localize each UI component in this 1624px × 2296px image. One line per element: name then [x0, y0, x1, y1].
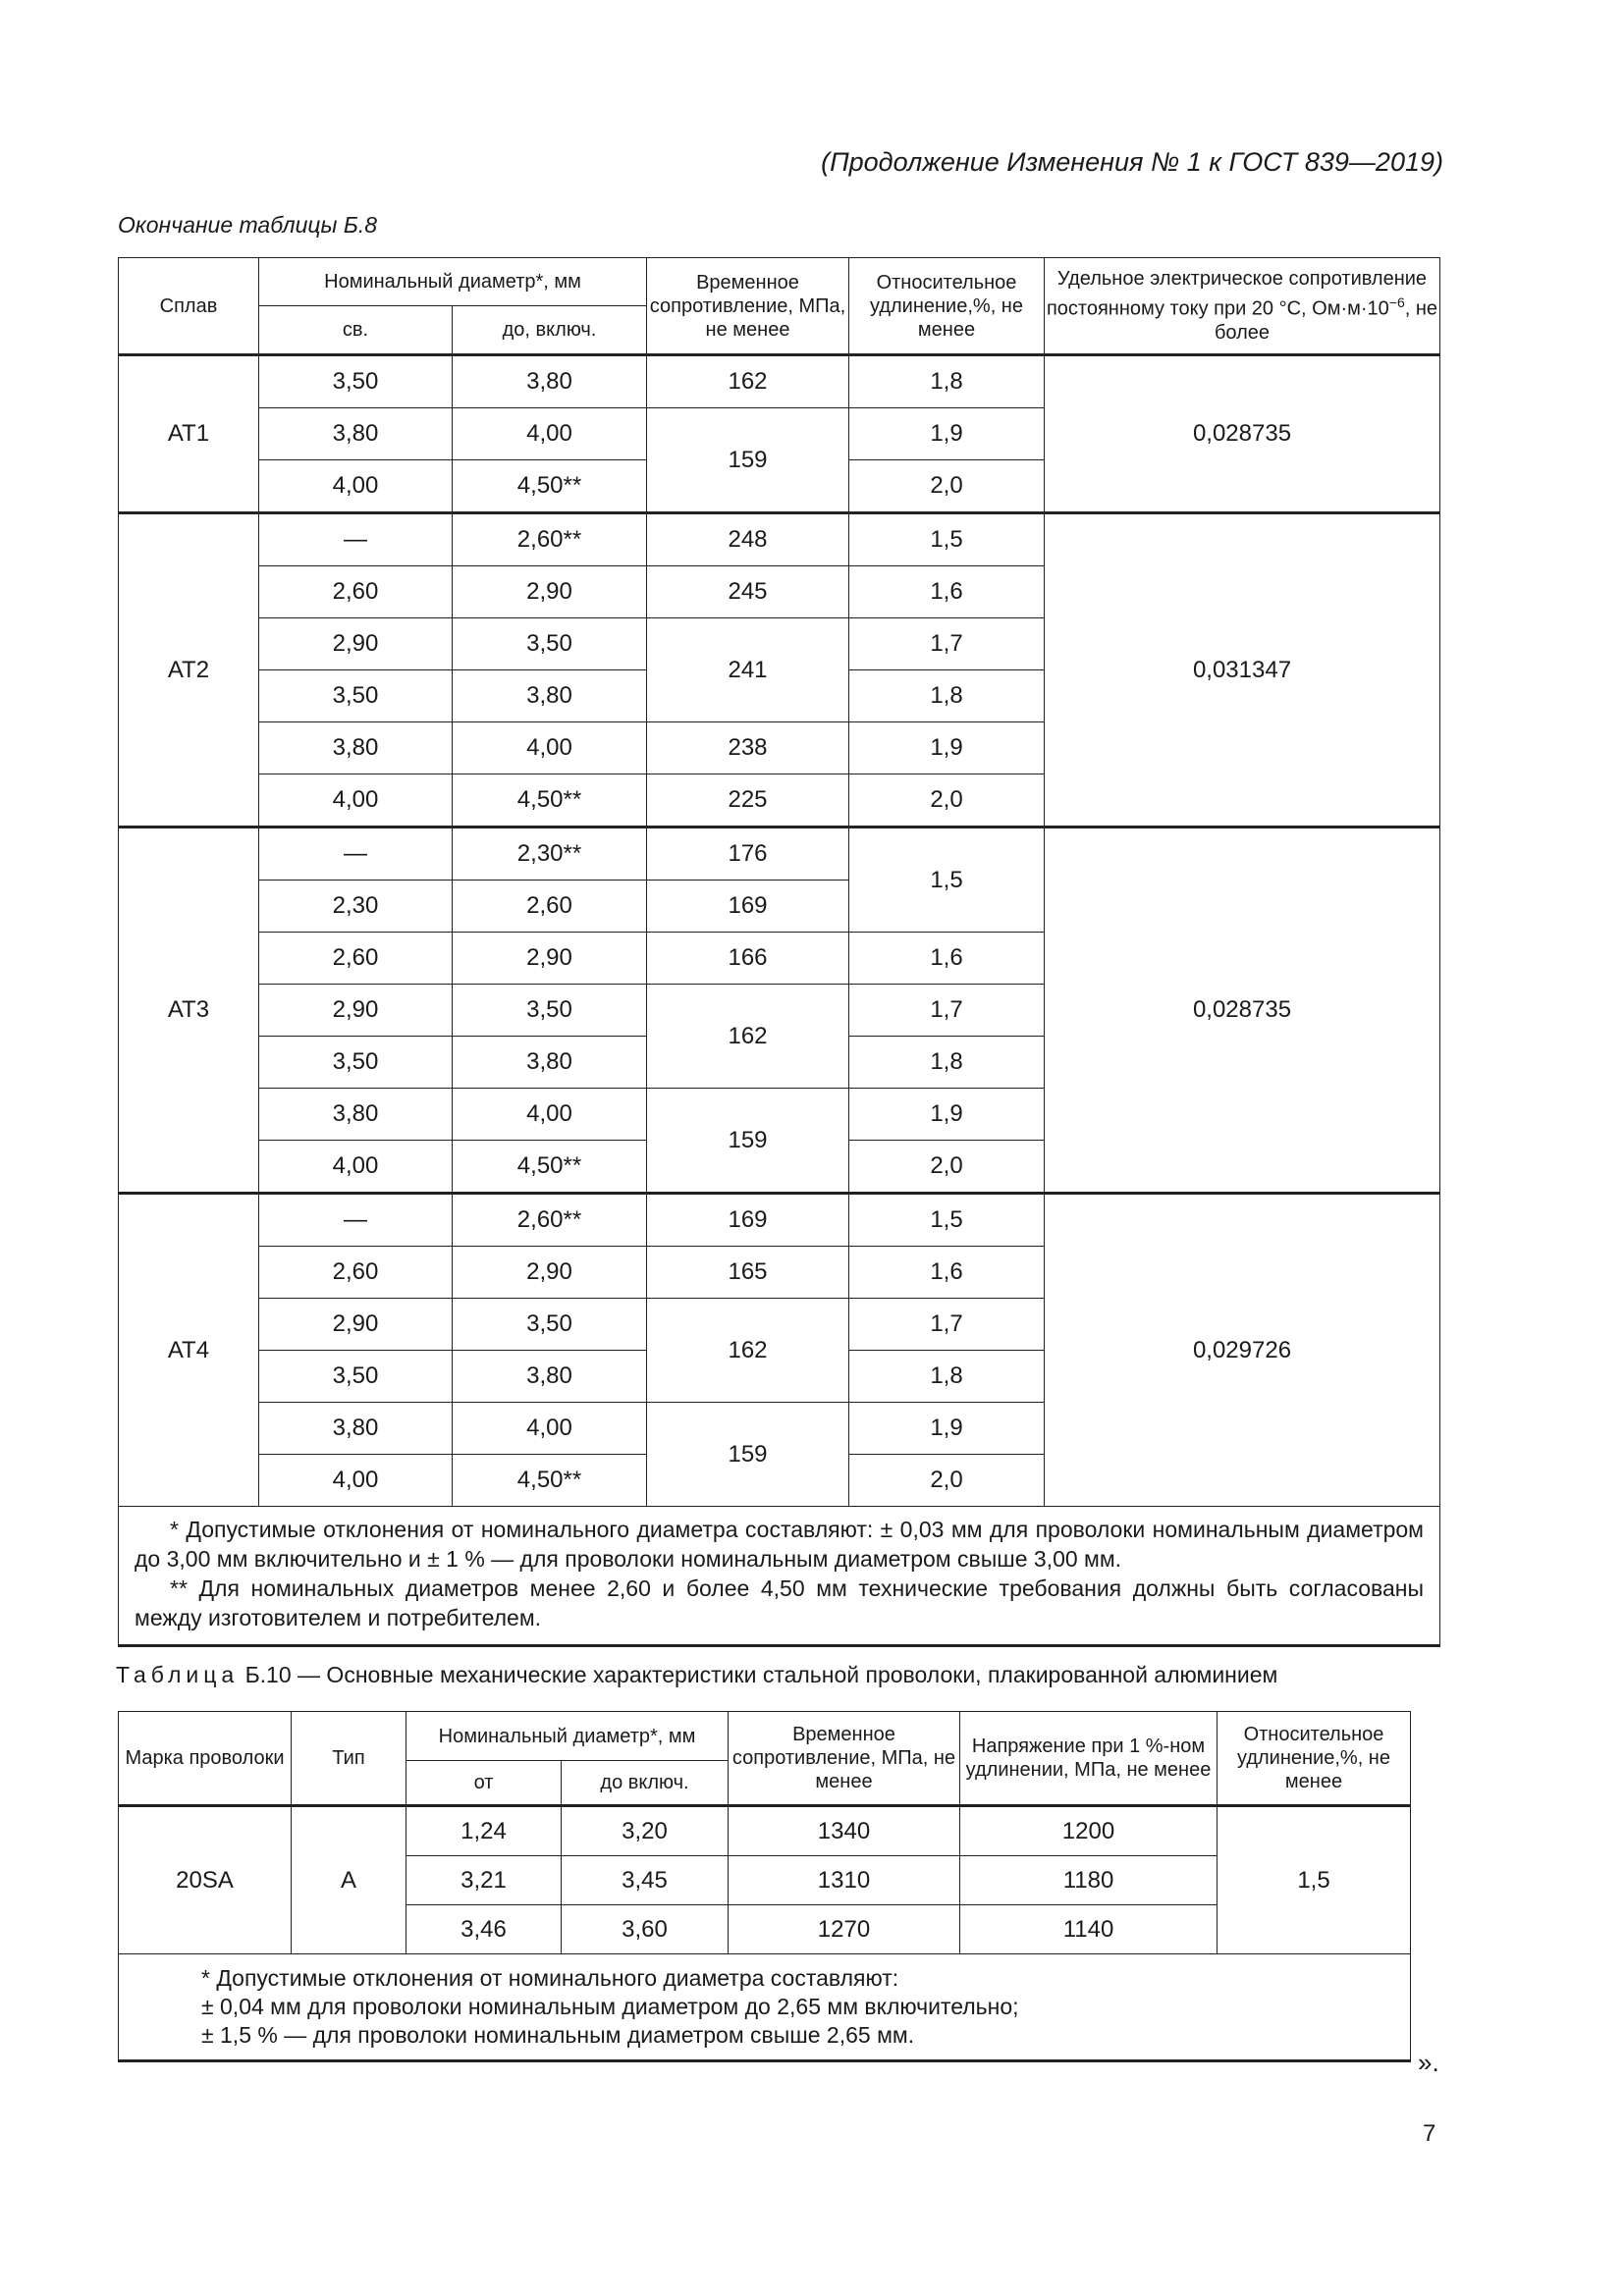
- table-row: [119, 513, 1440, 566]
- strength-cell: 159: [647, 408, 849, 513]
- elongation-cell: 1,7: [849, 618, 1045, 670]
- elongation-cell: 1,8: [849, 355, 1045, 408]
- elongation-cell: 1,5: [1218, 1806, 1411, 1954]
- table1-footnotes: [119, 1507, 1440, 1646]
- elongation-cell: 1,7: [849, 985, 1045, 1037]
- header-alloy: Сплав: [119, 258, 259, 355]
- to-cell: 3,80: [453, 1351, 647, 1403]
- header-resistivity: [1045, 258, 1440, 355]
- elongation-cell: 1,6: [849, 566, 1045, 618]
- header-grade: Марка проволоки: [119, 1712, 292, 1806]
- table-b8: [118, 257, 1440, 1647]
- strength-cell: 162: [647, 355, 849, 408]
- from-cell: 4,00: [259, 1455, 453, 1507]
- from-cell: 4,00: [259, 1141, 453, 1194]
- header-elongation: Относительное удлинение,%, не менее: [1218, 1712, 1411, 1806]
- header-diameter: Номинальный диаметр*, мм: [406, 1712, 729, 1761]
- to-cell: 2,30**: [453, 828, 647, 881]
- strength-cell: 176: [647, 828, 849, 881]
- alloy-cell: АТ2: [119, 513, 259, 828]
- to-cell: 2,90: [453, 1247, 647, 1299]
- to-cell: 2,60**: [453, 1194, 647, 1247]
- resistivity-cell: 0,031347: [1045, 513, 1440, 828]
- footnote-line-1: * Допустимые отклонения от номинального диаметра составляют:: [201, 1965, 899, 1991]
- header-elongation: Относительное удлинение,%, не менее: [849, 258, 1045, 355]
- strength-cell: 245: [647, 566, 849, 618]
- from-cell: 1,24: [406, 1806, 562, 1856]
- strength-cell: 159: [647, 1403, 849, 1507]
- footnote-1: * Допустимые отклонения от номинального диаметра составляют: ± 0,03 мм для проволоки номинальным диаметром до 3,00 мм включительно и ± 1 % — для проволоки номинальным диаметром свыше 3,00 мм.: [135, 1517, 1424, 1572]
- from-cell: —: [259, 828, 453, 881]
- table2-caption-word: Таблица: [116, 1662, 240, 1687]
- elongation-cell: 2,0: [849, 460, 1045, 513]
- stress-cell: 1200: [960, 1806, 1218, 1856]
- from-cell: 2,90: [259, 1299, 453, 1351]
- to-cell: 4,00: [453, 722, 647, 774]
- page-number: 7: [1423, 2120, 1436, 2147]
- elongation-cell: 1,8: [849, 1351, 1045, 1403]
- to-cell: 3,50: [453, 985, 647, 1037]
- footnote-line-3: ± 1,5 % — для проволоки номинальным диаметром свыше 2,65 мм.: [201, 2022, 915, 2048]
- table2-footnote: [119, 1954, 1411, 2061]
- header-resistivity-text: Удельное электрическое сопротивление постоянному току при 20 °С, Ом·м·10: [1046, 268, 1428, 320]
- elongation-cell: 1,9: [849, 408, 1045, 460]
- strength-cell: 1340: [729, 1806, 960, 1856]
- from-cell: 2,60: [259, 1247, 453, 1299]
- table-row: [119, 355, 1440, 408]
- to-cell: 3,20: [562, 1806, 729, 1856]
- resistivity-cell: 0,028735: [1045, 828, 1440, 1194]
- table-row: [119, 1194, 1440, 1247]
- group-at1: [119, 355, 1440, 513]
- to-cell: 2,90: [453, 566, 647, 618]
- elongation-cell: 1,9: [849, 1403, 1045, 1455]
- from-cell: 3,80: [259, 408, 453, 460]
- to-cell: 4,00: [453, 408, 647, 460]
- to-cell: 2,60**: [453, 513, 647, 566]
- table2-caption: [116, 1662, 1277, 1688]
- stress-cell: 1140: [960, 1905, 1218, 1954]
- from-cell: 3,50: [259, 355, 453, 408]
- elongation-cell: 1,8: [849, 670, 1045, 722]
- from-cell: 2,90: [259, 985, 453, 1037]
- from-cell: 3,50: [259, 1351, 453, 1403]
- strength-cell: 162: [647, 985, 849, 1089]
- from-cell: 2,60: [259, 933, 453, 985]
- elongation-cell: 1,6: [849, 933, 1045, 985]
- page-header: (Продолжение Изменения № 1 к ГОСТ 839—2019): [821, 147, 1443, 177]
- elongation-cell: 1,5: [849, 513, 1045, 566]
- to-cell: 4,00: [453, 1089, 647, 1141]
- closing-quote: ».: [1418, 2048, 1439, 2077]
- elongation-cell: 1,5: [849, 1194, 1045, 1247]
- header-from: св.: [259, 306, 453, 355]
- header-strength: Временное сопротивление, МПа, не менее: [729, 1712, 960, 1806]
- elongation-cell: 2,0: [849, 774, 1045, 828]
- header-resistivity-exponent: −6: [1388, 294, 1405, 311]
- elongation-cell: 1,9: [849, 1089, 1045, 1141]
- from-cell: —: [259, 1194, 453, 1247]
- strength-cell: 159: [647, 1089, 849, 1194]
- from-cell: 3,80: [259, 722, 453, 774]
- header-stress: Напряжение при 1 %-ном удлинении, МПа, не менее: [960, 1712, 1218, 1806]
- strength-cell: 225: [647, 774, 849, 828]
- from-cell: 4,00: [259, 460, 453, 513]
- type-cell: A: [292, 1806, 406, 1954]
- table1-caption: Окончание таблицы Б.8: [118, 212, 378, 238]
- from-cell: —: [259, 513, 453, 566]
- elongation-cell: 1,8: [849, 1037, 1045, 1089]
- from-cell: 2,60: [259, 566, 453, 618]
- to-cell: 4,50**: [453, 1141, 647, 1194]
- from-cell: 4,00: [259, 774, 453, 828]
- alloy-cell: АТ3: [119, 828, 259, 1194]
- footnote-2: ** Для номинальных диаметров менее 2,60 и более 4,50 мм технические требования должны быть согласованы между изготовителем и потребителем.: [135, 1575, 1424, 1630]
- footnote-line-2: ± 0,04 мм для проволоки номинальным диаметром до 2,65 мм включительно;: [201, 1994, 1019, 2019]
- from-cell: 3,50: [259, 670, 453, 722]
- strength-cell: 1310: [729, 1856, 960, 1905]
- elongation-cell: 1,7: [849, 1299, 1045, 1351]
- from-cell: 3,80: [259, 1403, 453, 1455]
- group-at4: [119, 1194, 1440, 1507]
- to-cell: 3,80: [453, 1037, 647, 1089]
- header-diameter: Номинальный диаметр*, мм: [259, 258, 647, 306]
- from-cell: 2,30: [259, 881, 453, 933]
- table2-caption-title: Б.10 — Основные механические характеристики стальной проволоки, плакированной алюминием: [239, 1662, 1278, 1687]
- header-to: до, включ.: [453, 306, 647, 355]
- to-cell: 4,50**: [453, 460, 647, 513]
- elongation-cell: 2,0: [849, 1455, 1045, 1507]
- to-cell: 3,45: [562, 1856, 729, 1905]
- strength-cell: 248: [647, 513, 849, 566]
- elongation-cell: 2,0: [849, 1141, 1045, 1194]
- group-at2: [119, 513, 1440, 828]
- header-resistivity-suffix: , не более: [1214, 297, 1438, 344]
- table-row: [119, 1806, 1411, 1856]
- strength-cell: 241: [647, 618, 849, 722]
- from-cell: 3,80: [259, 1089, 453, 1141]
- strength-cell: 166: [647, 933, 849, 985]
- alloy-cell: АТ1: [119, 355, 259, 513]
- grade-cell: 20SA: [119, 1806, 292, 1954]
- to-cell: 3,50: [453, 1299, 647, 1351]
- table-b10: [118, 1711, 1411, 2062]
- elongation-cell: 1,6: [849, 1247, 1045, 1299]
- strength-cell: 169: [647, 1194, 849, 1247]
- to-cell: 3,80: [453, 670, 647, 722]
- from-cell: 3,50: [259, 1037, 453, 1089]
- header-to: до включ.: [562, 1761, 729, 1806]
- strength-cell: 169: [647, 881, 849, 933]
- to-cell: 3,60: [562, 1905, 729, 1954]
- from-cell: 2,90: [259, 618, 453, 670]
- header-from: от: [406, 1761, 562, 1806]
- resistivity-cell: 0,029726: [1045, 1194, 1440, 1507]
- header-type: Тип: [292, 1712, 406, 1806]
- group-20sa: [119, 1806, 1411, 1954]
- group-at3: [119, 828, 1440, 1194]
- stress-cell: 1180: [960, 1856, 1218, 1905]
- from-cell: 3,46: [406, 1905, 562, 1954]
- alloy-cell: АТ4: [119, 1194, 259, 1507]
- header-strength: Временное сопротивление, МПа, не менее: [647, 258, 849, 355]
- to-cell: 3,80: [453, 355, 647, 408]
- from-cell: 3,21: [406, 1856, 562, 1905]
- to-cell: 4,50**: [453, 1455, 647, 1507]
- to-cell: 2,90: [453, 933, 647, 985]
- to-cell: 3,50: [453, 618, 647, 670]
- resistivity-cell: 0,028735: [1045, 355, 1440, 513]
- strength-cell: 165: [647, 1247, 849, 1299]
- elongation-cell: 1,9: [849, 722, 1045, 774]
- strength-cell: 162: [647, 1299, 849, 1403]
- to-cell: 4,50**: [453, 774, 647, 828]
- table-row: [119, 828, 1440, 881]
- to-cell: 4,00: [453, 1403, 647, 1455]
- strength-cell: 1270: [729, 1905, 960, 1954]
- elongation-cell: 1,5: [849, 828, 1045, 933]
- strength-cell: 238: [647, 722, 849, 774]
- to-cell: 2,60: [453, 881, 647, 933]
